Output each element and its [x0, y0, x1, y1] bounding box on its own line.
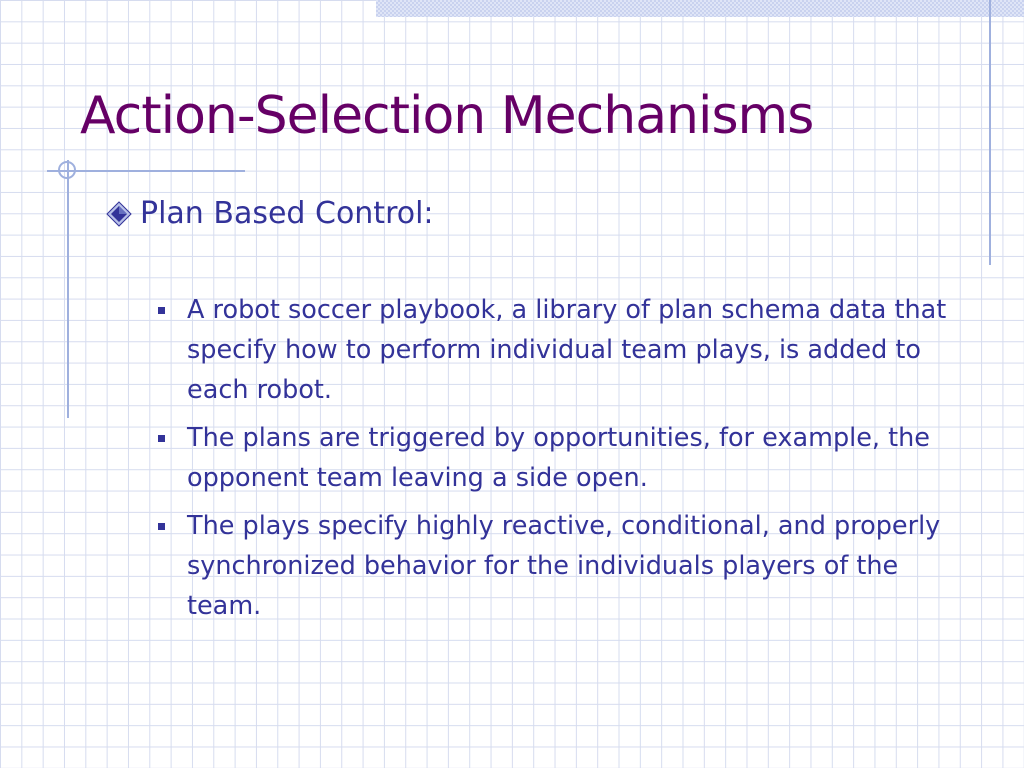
list-item — [158, 506, 958, 626]
crosshair-circle-icon — [58, 161, 76, 179]
diamond-bullet-icon — [106, 201, 132, 227]
list-item — [158, 290, 958, 410]
square-bullet-icon — [158, 307, 165, 314]
title-underline — [47, 170, 245, 172]
bullet-text: The plays specify highly reactive, conditional, and properly synchronized behavior for the individuals players of the team. — [187, 511, 941, 621]
slide-title: Action-Selection Mechanisms — [80, 86, 814, 146]
left-decorative-line — [67, 160, 69, 418]
top-decorative-band — [376, 0, 1024, 17]
bullet-text: A robot soccer playbook, a library of plan schema data that specify how to perform individual team plays, is added to each robot. — [187, 295, 947, 405]
list-item — [158, 418, 958, 498]
level1-bullet — [106, 196, 434, 231]
bullet-text: The plans are triggered by opportunities, for example, the opponent team leaving a side open. — [187, 423, 930, 493]
right-decorative-line — [989, 0, 991, 265]
level1-text: Plan Based Control: — [140, 196, 434, 231]
bullet-list — [158, 290, 958, 634]
square-bullet-icon — [158, 523, 165, 530]
square-bullet-icon — [158, 435, 165, 442]
